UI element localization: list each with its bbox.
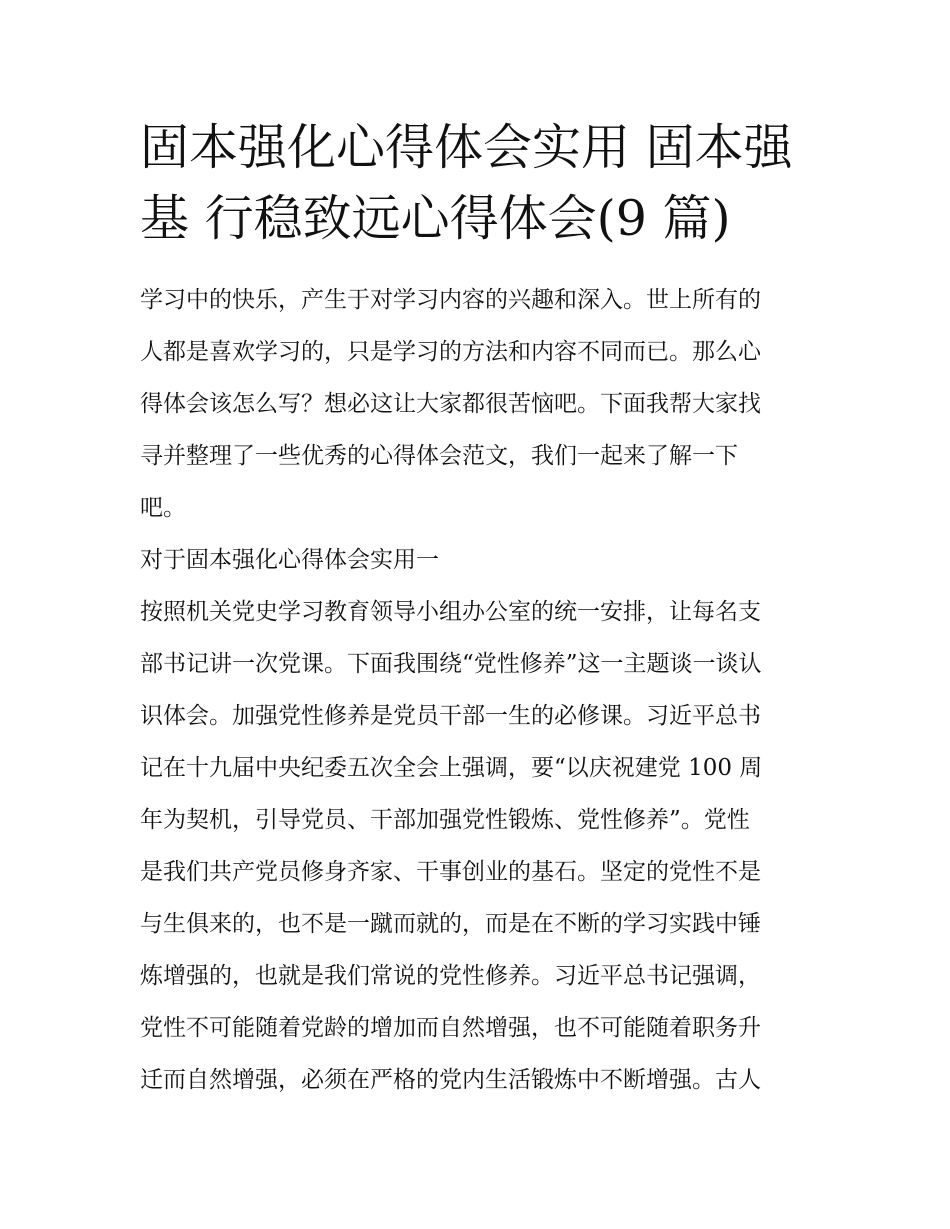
- intro-line-1: 学习中的快乐，产生于对学习内容的兴趣和深入。世上所有的: [140, 287, 761, 313]
- section-line-9: 党性不可能随着党龄的增加而自然增强，也不可能随着职务升: [140, 1015, 761, 1041]
- intro-line-2: 人都是喜欢学习的，只是学习的方法和内容不同而已。那么心: [140, 339, 761, 365]
- section-line-4: 记在十九届中央纪委五次全会上强调，要“以庆祝建党 100 周: [140, 755, 763, 781]
- section-line-6: 是我们共产党员修身齐家、干事创业的基石。坚定的党性不是: [140, 859, 761, 885]
- section-line-7: 与生俱来的，也不是一蹴而就的，而是在不断的学习实践中锤: [140, 911, 761, 937]
- document-body: [140, 278, 830, 1110]
- document-title: [140, 112, 830, 254]
- section-line-10: 迁而自然增强，必须在严格的党内生活锻炼中不断增强。古人: [140, 1067, 761, 1093]
- title-line-2: 基 行稳致远心得体会(9 篇): [140, 190, 731, 247]
- section-line-5: 年为契机，引导党员、干部加强党性锻炼、党性修养”。党性: [140, 807, 750, 833]
- title-line-1: 固本强化心得体会实用 固本强: [140, 119, 793, 176]
- section-line-3: 识体会。加强党性修养是党员干部一生的必修课。习近平总书: [140, 703, 761, 729]
- section-line-2: 部书记讲一次党课。下面我围绕“党性修养”这一主题谈一谈认: [140, 651, 762, 677]
- section-heading: 对于固本强化心得体会实用一: [140, 547, 439, 573]
- intro-line-4: 寻并整理了一些优秀的心得体会范文，我们一起来了解一下: [140, 443, 738, 469]
- intro-line-3: 得体会该怎么写？想必这让大家都很苦恼吧。下面我帮大家找: [140, 391, 761, 417]
- intro-line-5: 吧。: [140, 495, 186, 521]
- section-line-8: 炼增强的，也就是我们常说的党性修养。习近平总书记强调，: [140, 963, 761, 989]
- section-line-1: 按照机关党史学习教育领导小组办公室的统一安排，让每名支: [140, 599, 761, 625]
